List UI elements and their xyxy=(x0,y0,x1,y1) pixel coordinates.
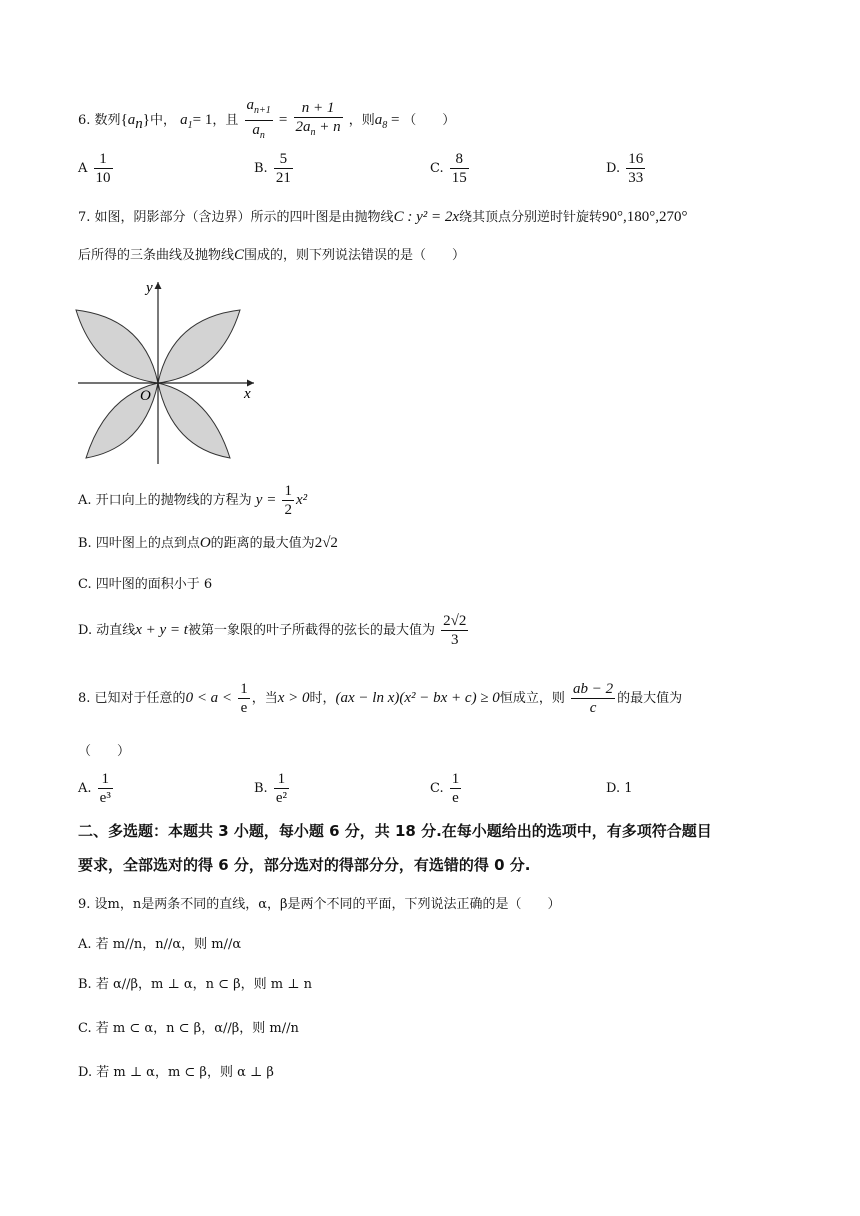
question-8: 8. 已知对于任意的0 < a < $\frac{1}{e}$ ，当x > 0时，(ax − ln x)(x² − bx + c) ≥ 0恒成立，则 $\frac{ab - 2}{c}$ 的最大值为 xyxy=(78,681,683,716)
section-heading-line2: 要求，全部选对的得 6 分，部分选对的得部分分，有选错的得 0 分. xyxy=(78,856,531,874)
q8-option-a[interactable]: A. $\frac{1}{\text{e³}}$ xyxy=(78,771,111,806)
q7-option-c[interactable]: C. 四叶图的面积小于 6 xyxy=(78,577,213,592)
q7-option-a[interactable]: A. 开口向上的抛物线的方程为 y = $\frac{1}{2}$ x² xyxy=(78,483,308,518)
parabola-equation: C : y² = 2x xyxy=(393,209,459,225)
q6-option-a[interactable]: A $\frac{1}{10}$ xyxy=(78,151,111,186)
question-text: 数列 xyxy=(94,113,121,128)
q6-option-b[interactable]: B. $\frac{5}{21}$ xyxy=(254,151,291,186)
q6-option-c[interactable]: C. $\frac{8}{15}$ xyxy=(430,151,467,186)
x-axis-label: x xyxy=(244,386,251,402)
question-number: 6. xyxy=(78,113,91,128)
y-axis-label: y xyxy=(146,280,153,296)
section-heading-line1: 二、多选题：本题共 3 小题，每小题 6 分，共 18 分.在每小题给出的选项中，有多项符合题目 xyxy=(78,822,712,840)
q9-option-c[interactable]: C. 若 m ⊂ α，n ⊂ β，α//β，则 m//n xyxy=(78,1021,299,1036)
q8-option-c[interactable]: C. $\frac{1}{e}$ xyxy=(430,771,460,806)
first-term: $a_1$ xyxy=(180,112,193,131)
rotation-angles: 90°,180°,270° xyxy=(602,209,688,225)
sequence-notation: $\{a_n\}$ xyxy=(120,112,150,132)
four-leaf-figure xyxy=(70,270,270,470)
origin-label: O xyxy=(140,388,151,404)
inequality: (ax − ln x)(x² − bx + c) ≥ 0 xyxy=(335,690,500,706)
question-7-line2: 后所得的三条曲线及抛物线C围成的，则下列说法错误的是（ ） xyxy=(78,247,466,263)
question-9: 9. 设m，n是两条不同的直线，α，β是两个不同的平面，下列说法正确的是（ ） xyxy=(78,897,561,912)
q8-option-b[interactable]: B. $\frac{1}{\text{e²}}$ xyxy=(254,771,287,806)
recurrence-lhs-fraction: $\frac{a_{n+1}}{a_n}$ xyxy=(246,97,271,141)
question-6: 6. 数列$\{a_n\}$中， $a_1= 1$，且 $\frac{a_{n+1}}{a_n}$ = $\frac{n + 1}{2a_n + n}$ ，则$a_8$ = （ ） xyxy=(78,96,455,145)
q6-option-d[interactable]: D. $\frac{16}{33}$ xyxy=(606,151,644,186)
question-7-line1: 7. 如图，阴影部分（含边界）所示的四叶图是由抛物线C : y² = 2x绕其顶点分别逆时针旋转90°,180°,270° xyxy=(78,209,688,225)
q8-paren: （ ） xyxy=(78,744,131,759)
q7-option-b[interactable]: B. 四叶图上的点到点O的距离的最大值为2√2 xyxy=(78,535,338,551)
recurrence-rhs-fraction: $\frac{n + 1}{2a_n + n}$ xyxy=(295,100,341,138)
q8-option-d[interactable]: D. 1 xyxy=(606,781,633,796)
q9-option-b[interactable]: B. 若 α//β，m ⊥ α，n ⊂ β，则 m ⊥ n xyxy=(78,977,312,992)
q9-option-d[interactable]: D. 若 m ⊥ α，m ⊂ β，则 α ⊥ β xyxy=(78,1065,274,1080)
q9-option-a[interactable]: A. 若 m//n，n//α，则 m//α xyxy=(78,937,242,952)
q7-option-d[interactable]: D. 动直线x + y = t被第一象限的叶子所截得的弦长的最大值为 $\frac{2√2}{3}$ xyxy=(78,613,467,648)
